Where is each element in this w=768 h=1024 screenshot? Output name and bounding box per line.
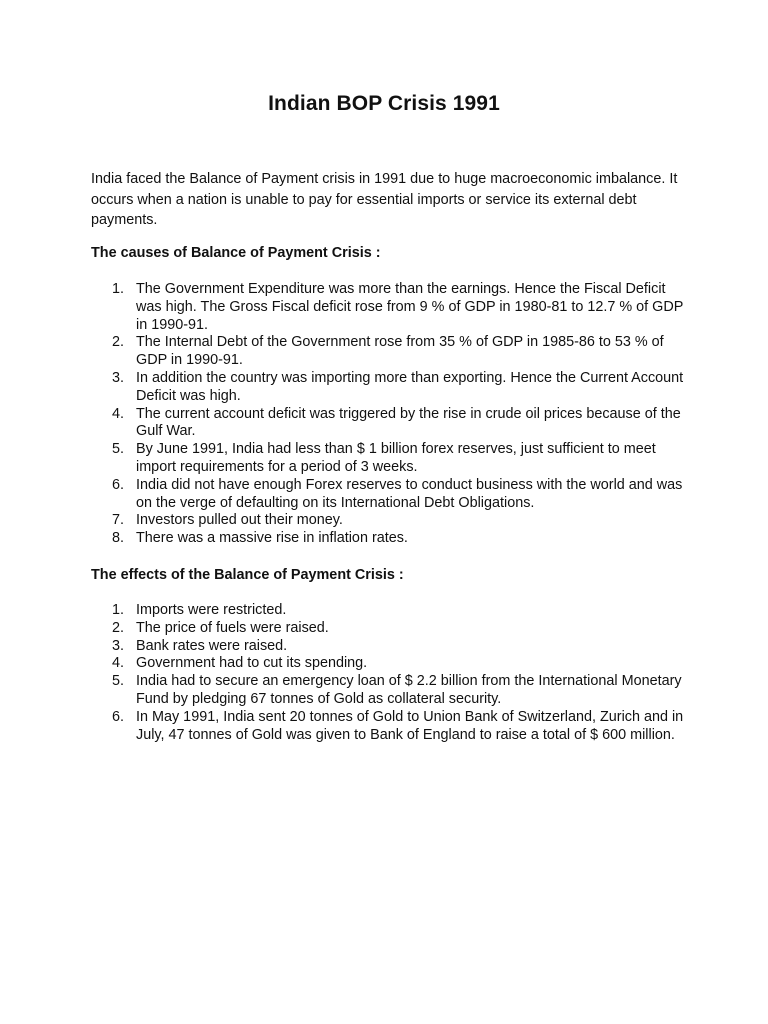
effects-list bbox=[91, 602, 691, 744]
list-item-number: 5. bbox=[112, 441, 125, 458]
list-item-number: 4. bbox=[112, 655, 125, 672]
list-item-text: In addition the country was importing more than exporting. Hence the Current Account Deficit was high. bbox=[136, 369, 684, 404]
effects-list-item bbox=[91, 709, 691, 745]
list-item-number: 1. bbox=[112, 602, 125, 618]
list-item-number: 3. bbox=[112, 369, 125, 386]
effects-list-item bbox=[91, 673, 691, 709]
list-item-number: 3. bbox=[112, 637, 125, 654]
list-item-text: Investors pulled out their money. bbox=[136, 512, 343, 529]
list-item-number: 4. bbox=[112, 405, 125, 422]
list-item-number: 8. bbox=[112, 530, 125, 547]
list-item-text: Bank rates were raised. bbox=[136, 637, 288, 654]
causes-list-item bbox=[91, 441, 691, 477]
list-item-text: India did not have enough Forex reserves to conduct business with the world and was on the verge of defaulting on its International Debt Obligations. bbox=[136, 476, 683, 511]
effects-list-item bbox=[91, 638, 691, 656]
list-item-text: By June 1991, India had less than $ 1 billion forex reserves, just sufficient to meet import requirements for a period of 3 weeks. bbox=[136, 441, 656, 475]
list-item-text: The current account deficit was triggered by the rise in crude oil prices because of the Gulf War. bbox=[136, 405, 681, 440]
causes-heading: The causes of Balance of Payment Crisis : bbox=[91, 245, 381, 261]
list-item-text: Government had to cut its spending. bbox=[136, 655, 368, 672]
intro-paragraph: India faced the Balance of Payment crisis in 1991 due to huge macroeconomic imbalance. It occurs when a nation is unable to pay for essential imports or service its external debt payments. bbox=[91, 171, 678, 228]
list-item-number: 2. bbox=[112, 619, 125, 636]
list-item-number: 5. bbox=[112, 673, 125, 690]
causes-list-item bbox=[91, 477, 691, 513]
list-item-text: In May 1991, India sent 20 tonnes of Gold to Union Bank of Switzerland, Zurich and in July, 47 tonnes of Gold was given to Bank of England to raise a total of $ 600 million. bbox=[136, 708, 684, 743]
effects-list-item bbox=[91, 655, 691, 673]
causes-list bbox=[91, 281, 691, 548]
effects-list-item bbox=[91, 602, 691, 620]
causes-list-item bbox=[91, 512, 691, 530]
list-item-number: 6. bbox=[112, 476, 125, 493]
causes-list-item bbox=[91, 370, 691, 406]
list-item-text: The Government Expenditure was more than the earnings. Hence the Fiscal Deficit was high. The Gross Fiscal deficit rose from 9 % of GDP in 1980-81 to 12.7 % of GDP in 1990-91. bbox=[136, 281, 684, 333]
list-item-text: There was a massive rise in inflation rates. bbox=[136, 530, 408, 547]
list-item-number: 2. bbox=[112, 334, 125, 351]
list-item-text: The price of fuels were raised. bbox=[136, 619, 329, 636]
effects-heading: The effects of the Balance of Payment Crisis : bbox=[91, 567, 404, 583]
causes-list-item bbox=[91, 530, 691, 548]
causes-list-item bbox=[91, 406, 691, 442]
effects-list-item bbox=[91, 620, 691, 638]
document-title: Indian BOP Crisis 1991 bbox=[268, 92, 500, 115]
causes-list-item bbox=[91, 334, 691, 370]
list-item-text: India had to secure an emergency loan of $ 2.2 billion from the International Monetary Fund by pledging 67 tonnes of Gold as collateral security. bbox=[136, 673, 682, 707]
list-item-number: 7. bbox=[112, 512, 125, 529]
list-item-text: The Internal Debt of the Government rose from 35 % of GDP in 1985-86 to 53 % of GDP in 1990-91. bbox=[136, 334, 664, 369]
causes-list-item bbox=[91, 281, 691, 334]
list-item-number: 6. bbox=[112, 708, 125, 725]
list-item-text: Imports were restricted. bbox=[136, 602, 287, 618]
list-item-number: 1. bbox=[112, 281, 125, 297]
